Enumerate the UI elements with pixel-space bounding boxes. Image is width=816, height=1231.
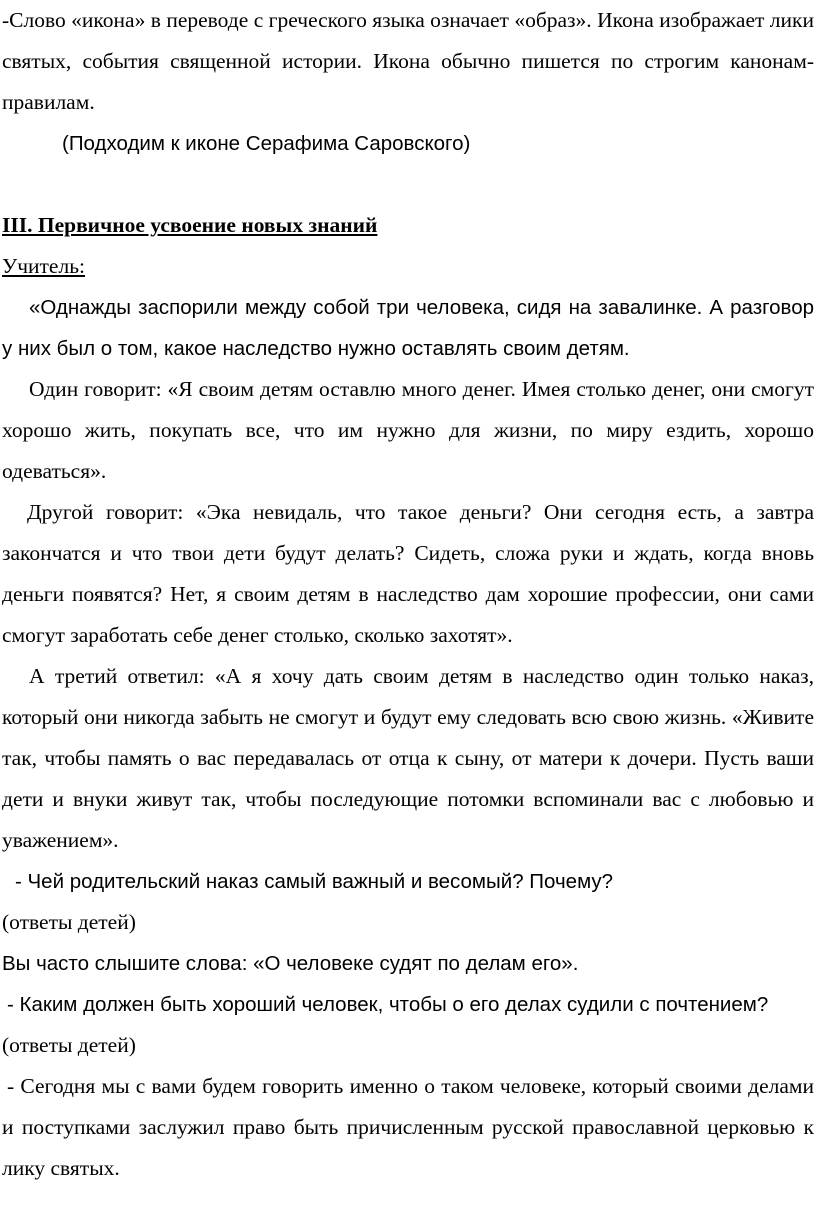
speaker-label [2, 246, 814, 287]
closing-paragraph: - Сегодня мы с вами будем говорить именно о таком человеке, который своими делами и поступками заслужил право быть причисленным русской православной церковью к лику святых. [2, 1074, 814, 1180]
stage-direction: (Подходим к иконе Серафима Саровского) [62, 132, 471, 155]
question-1: - Чей родительский наказ самый важный и весомый? Почему? [15, 870, 614, 893]
section-heading-text: III. Первичное усвоение новых знаний [2, 213, 378, 237]
section-heading [2, 205, 814, 246]
question-2: - Каким должен быть хороший человек, чтобы о его делах судили с почтением? [7, 993, 769, 1016]
statement: Вы часто слышите слова: «О человеке судят по делам его». [2, 952, 579, 975]
story-paragraph-2: Один говорит: «Я своим детям оставлю много денег. Имея столько денег, они смогут хорошо жить, покупать все, что им нужно для жизни, по миру ездить, хорошо одеваться». [2, 377, 814, 483]
speaker-label-text: Учитель: [2, 254, 85, 278]
story-paragraph-3: Другой говорит: «Эка невидаль, что такое деньги? Они сегодня есть, а завтра закончатся и что твои дети будут делать? Сидеть, сложа руки и ждать, когда вновь деньги появятся? Нет, я своим детям в наследство дам хорошие профессии, они сами смогут заработать себе денег столько, сколько захотят». [2, 500, 814, 647]
story-paragraph-4: А третий ответил: «А я хочу дать своим детям в наследство один только наказ, который они никогда забыть не смогут и будут ему следовать всю свою жизнь. «Живите так, чтобы память о вас передавалась от отца к сыну, от матери к дочери. Пусть ваши дети и внуки живут так, чтобы последующие потомки вспоминали вас с любовью и уважением». [2, 664, 814, 852]
answer-1: (ответы детей) [2, 910, 136, 934]
story-paragraph-1: «Однажды заспорили между собой три человека, сидя на завалинке. А разговор у них был о том, какое наследство нужно оставлять своим детям. [2, 296, 814, 360]
answer-2: (ответы детей) [2, 1033, 136, 1057]
spacer [2, 164, 814, 205]
intro-paragraph: -Слово «икона» в переводе с греческого языка означает «образ». Икона изображает лики святых, события священной истории. Икона обычно пишется по строгим канонам-правилам. [2, 8, 814, 114]
